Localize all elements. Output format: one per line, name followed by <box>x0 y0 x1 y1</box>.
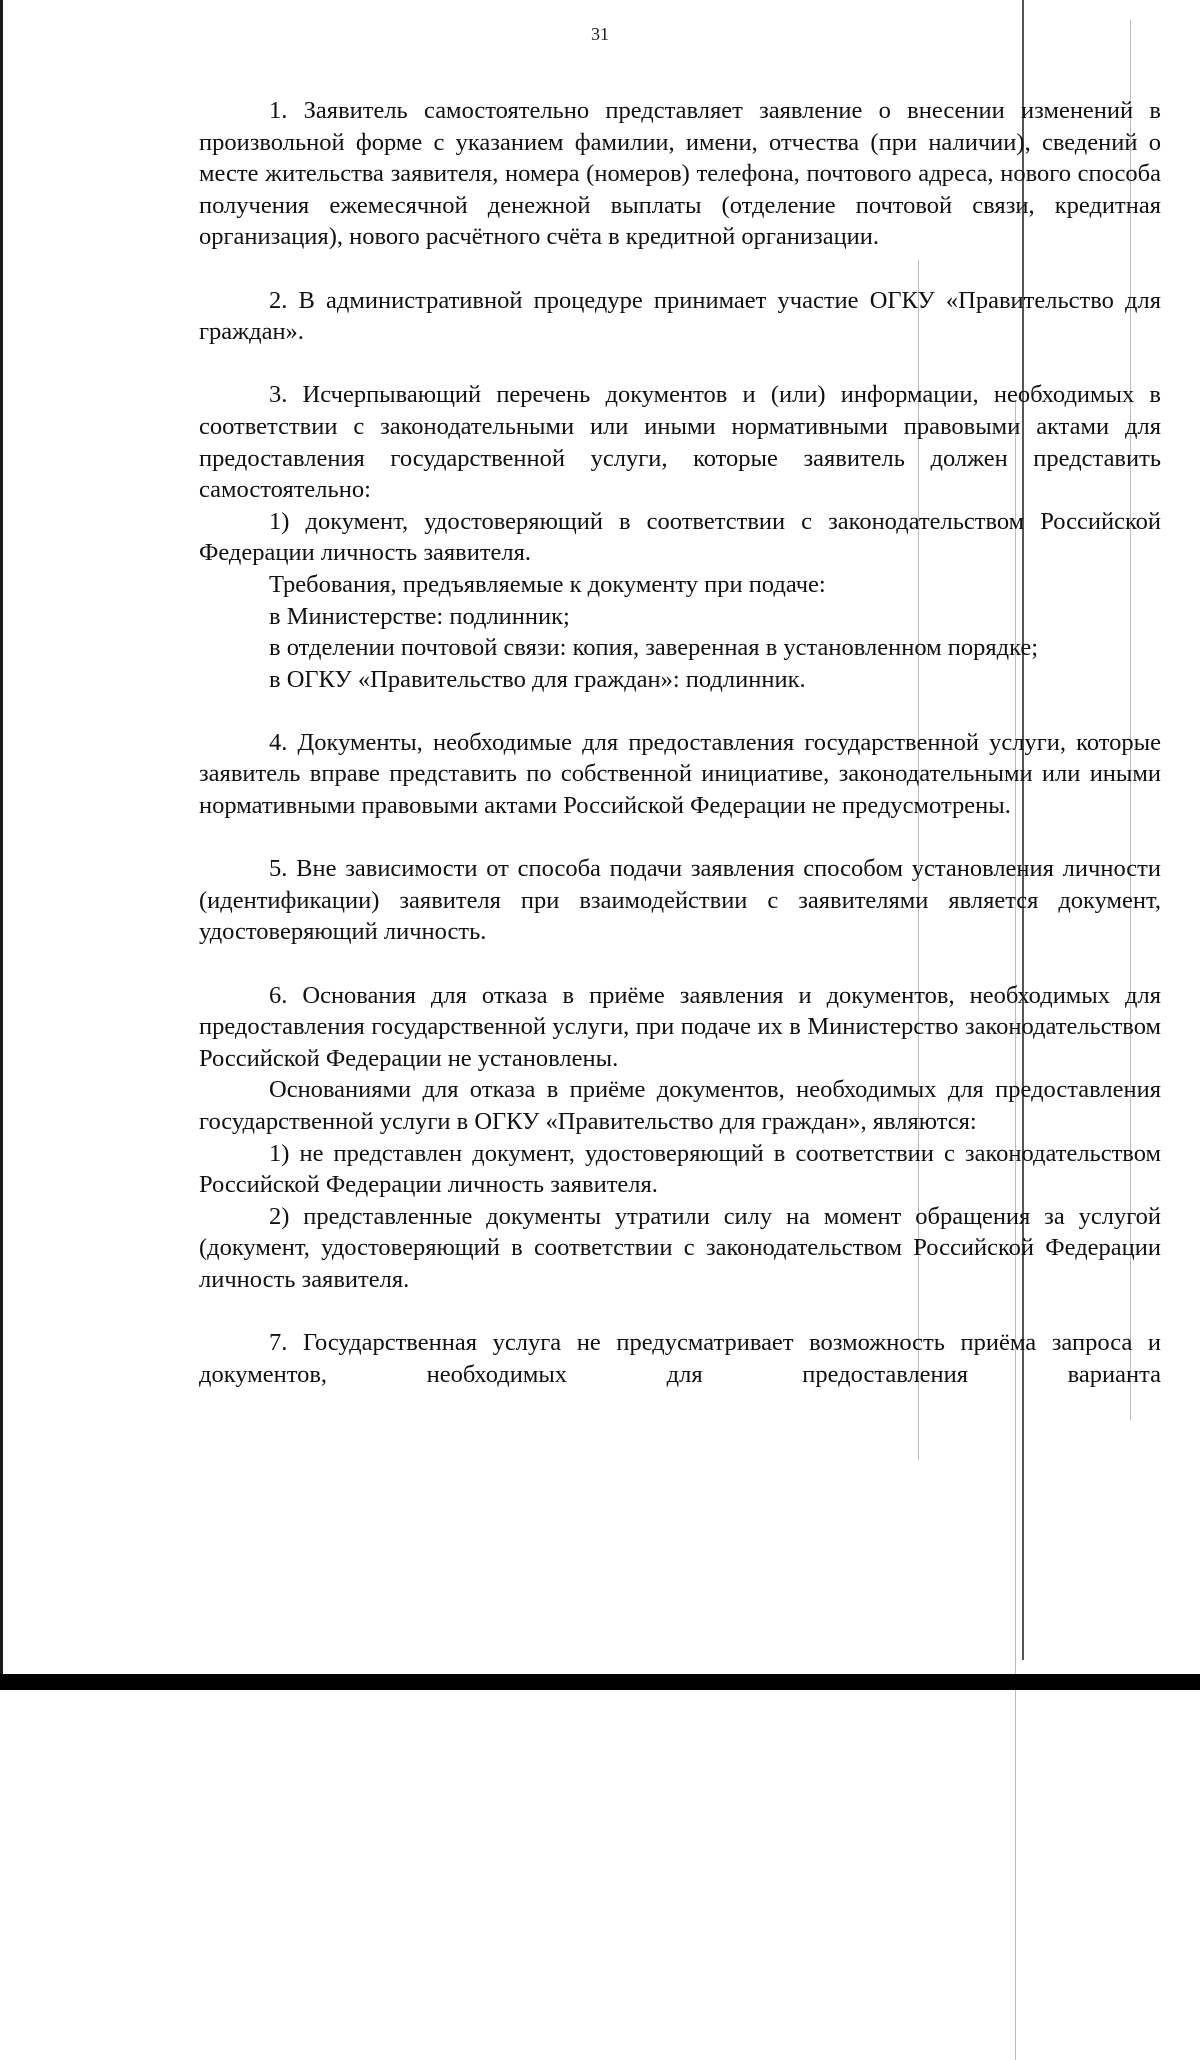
document-body <box>199 95 1161 1390</box>
page-number: 31 <box>591 24 609 44</box>
paragraph-6: 6. Основания для отказа в приёме заявления и документов, необходимых для предоставления государственной услуги, при подаче их в Министерство законодательством Российской Федерации не установлены. <box>199 981 1161 1072</box>
paragraph-6-item-1: 1) не представлен документ, удостоверяющий в соответствии с законодательством Российской Федерации личность заявителя. <box>199 1139 1161 1199</box>
paragraph-3-requirement-ogku: в ОГКУ «Правительство для граждан»: подлинник. <box>269 665 806 693</box>
scan-bottom-edge <box>0 1674 1200 1690</box>
paragraph-2: 2. В административной процедуре принимает участие ОГКУ «Правительство для граждан». <box>199 286 1161 346</box>
paragraph-3-requirement-post: в отделении почтовой связи: копия, заверенная в установленном порядке; <box>269 634 1039 662</box>
paragraph-3-item-1: 1) документ, удостоверяющий в соответствии с законодательством Российской Федерации личность заявителя. <box>199 507 1161 567</box>
paragraph-6-grounds: Основаниями для отказа в приёме документов, необходимых для предоставления государственной услуги в ОГКУ «Правительство для граждан», являются: <box>199 1076 1161 1135</box>
paragraph-3-requirement-ministry: в Министерстве: подлинник; <box>269 602 570 630</box>
scan-left-edge <box>0 0 3 1690</box>
paragraph-3: 3. Исчерпывающий перечень документов и (или) информации, необходимых в соответствии с законодательными или иными нормативными правовыми актами для предоставления государственной услуги, которые заявитель должен представить самостоятельно: <box>199 381 1161 504</box>
paragraph-4: 4. Документы, необходимые для предоставления государственной услуги, которые заявитель вправе представить по собственной инициативе, законодательными или иными нормативными правовыми актами Российской Федерации не предусмотрены. <box>199 728 1161 820</box>
paragraph-3-requirements: Требования, предъявляемые к документу при подаче: <box>269 570 826 598</box>
paragraph-6-item-2: 2) представленные документы утратили силу на момент обращения за услугой (документ, удостоверяющий в соответствии с законодательством Российской Федерации личность заявителя. <box>199 1202 1161 1293</box>
paragraph-1: 1. Заявитель самостоятельно представляет заявление о внесении изменений в произвольной форме с указанием фамилии, имени, отчества (при наличии), сведений о месте жительства заявителя, номера (номеров) телефона, почтового адреса, нового способа получения ежемесячной денежной выплаты (отделение почтовой связи, кредитная организация), нового расчётного счёта в кредитной организации. <box>199 97 1161 251</box>
paragraph-7: 7. Государственная услуга не предусматривает возможность приёма запроса и документов, необходимых для предоставления варианта <box>199 1329 1161 1388</box>
paragraph-5: 5. Вне зависимости от способа подачи заявления способом установления личности (идентификации) заявителя при взаимодействии с заявителями является документ, удостоверяющий личность. <box>199 855 1161 946</box>
